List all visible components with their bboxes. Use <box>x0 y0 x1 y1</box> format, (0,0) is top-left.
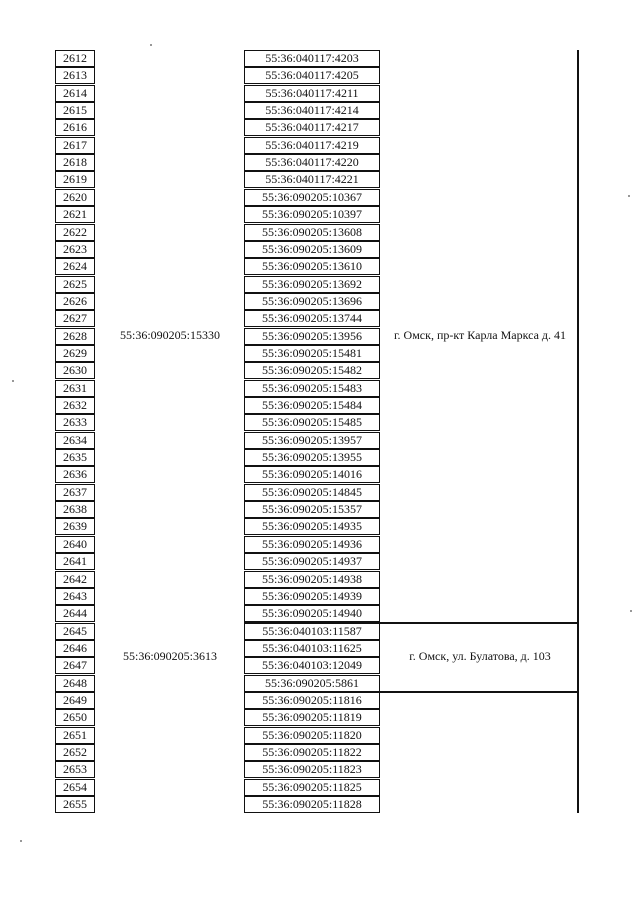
cadastral-number-cell: 55:36:090205:13957 <box>244 432 380 449</box>
cadastral-number-cell: 55:36:090205:14936 <box>244 536 380 553</box>
row-number-cell: 2627 <box>55 310 95 327</box>
row-number-cell: 2618 <box>55 154 95 171</box>
cadastral-number-cell: 55:36:090205:13610 <box>244 258 380 275</box>
row-number-cell: 2617 <box>55 137 95 154</box>
row-number-cell: 2648 <box>55 675 95 692</box>
row-number-cell: 2637 <box>55 484 95 501</box>
row-number-cell: 2646 <box>55 640 95 657</box>
cadastral-number-cell: 55:36:090205:11825 <box>244 779 380 796</box>
row-number-cell: 2643 <box>55 588 95 605</box>
parcel-address: г. Омск, ул. Булатова, д. 103 <box>409 649 551 664</box>
cadastral-number-cell: 55:36:090205:11828 <box>244 796 380 813</box>
cadastral-number-cell: 55:36:040103:11625 <box>244 640 380 657</box>
row-number-cell: 2624 <box>55 258 95 275</box>
scan-speck <box>628 195 630 197</box>
cadastral-number-cell: 55:36:090205:11819 <box>244 709 380 726</box>
scan-speck <box>630 610 632 612</box>
row-number-cell: 2644 <box>55 605 95 622</box>
group-divider <box>244 691 579 693</box>
row-number-cell: 2641 <box>55 553 95 570</box>
row-number-cell: 2651 <box>55 727 95 744</box>
row-number-cell: 2630 <box>55 362 95 379</box>
cadastral-number-cell: 55:36:090205:14939 <box>244 588 380 605</box>
cadastral-number-cell: 55:36:090205:11823 <box>244 761 380 778</box>
cadastral-number-cell: 55:36:090205:14937 <box>244 553 380 570</box>
cadastral-number-cell: 55:36:040103:11587 <box>244 623 380 640</box>
row-number-cell: 2620 <box>55 189 95 206</box>
row-number-cell: 2640 <box>55 536 95 553</box>
cadastral-number-cell: 55:36:090205:11816 <box>244 692 380 709</box>
row-number-cell: 2613 <box>55 67 95 84</box>
cadastral-number-cell: 55:36:090205:14940 <box>244 605 380 622</box>
row-number-cell: 2621 <box>55 206 95 223</box>
row-number-cell: 2616 <box>55 119 95 136</box>
cadastral-number-cell: 55:36:040103:12049 <box>244 657 380 674</box>
cadastral-number-cell: 55:36:090205:13609 <box>244 241 380 258</box>
row-number-cell: 2652 <box>55 744 95 761</box>
cadastral-number-cell: 55:36:090205:14845 <box>244 484 380 501</box>
cadastral-number-cell: 55:36:040117:4214 <box>244 102 380 119</box>
row-number-cell: 2655 <box>55 796 95 813</box>
parcel-number: 55:36:090205:3613 <box>122 649 217 664</box>
cadastral-number-cell: 55:36:090205:13692 <box>244 276 380 293</box>
cadastral-number-cell: 55:36:090205:15481 <box>244 345 380 362</box>
row-number-cell: 2654 <box>55 779 95 796</box>
cadastral-number-cell: 55:36:090205:13955 <box>244 449 380 466</box>
row-number-cell: 2647 <box>55 657 95 674</box>
row-number-cell: 2642 <box>55 571 95 588</box>
row-number-cell: 2619 <box>55 171 95 188</box>
row-number-cell: 2649 <box>55 692 95 709</box>
cadastral-number-cell: 55:36:090205:15357 <box>244 501 380 518</box>
row-number-cell: 2623 <box>55 241 95 258</box>
row-number-cell: 2645 <box>55 623 95 640</box>
cadastral-number-cell: 55:36:040117:4205 <box>244 67 380 84</box>
scan-speck <box>150 44 152 46</box>
row-number-cell: 2615 <box>55 102 95 119</box>
cadastral-number-cell: 55:36:090205:13608 <box>244 224 380 241</box>
row-number-cell: 2632 <box>55 397 95 414</box>
table-right-border <box>577 50 579 813</box>
parcel-number: 55:36:090205:15330 <box>119 328 220 343</box>
row-number-cell: 2614 <box>55 85 95 102</box>
cadastral-number-cell: 55:36:090205:14016 <box>244 466 380 483</box>
cadastral-number-cell: 55:36:090205:15483 <box>244 380 380 397</box>
cadastral-number-cell: 55:36:090205:10367 <box>244 189 380 206</box>
parcel-address: г. Омск, пр-кт Карла Маркса д. 41 <box>393 328 567 343</box>
row-number-cell: 2626 <box>55 293 95 310</box>
row-number-cell: 2633 <box>55 414 95 431</box>
row-number-cell: 2612 <box>55 50 95 67</box>
row-number-cell: 2636 <box>55 466 95 483</box>
cadastral-number-cell: 55:36:090205:14938 <box>244 571 380 588</box>
row-number-cell: 2639 <box>55 518 95 535</box>
cadastral-number-cell: 55:36:090205:15485 <box>244 414 380 431</box>
row-number-cell: 2653 <box>55 761 95 778</box>
scan-speck <box>20 840 22 842</box>
cadastral-number-cell: 55:36:090205:10397 <box>244 206 380 223</box>
group-divider <box>244 622 579 624</box>
row-number-cell: 2628 <box>55 328 95 345</box>
row-number-cell: 2638 <box>55 501 95 518</box>
cadastral-number-cell: 55:36:090205:15482 <box>244 362 380 379</box>
cadastral-number-cell: 55:36:040117:4211 <box>244 85 380 102</box>
scan-speck <box>12 380 14 382</box>
cadastral-number-cell: 55:36:090205:5861 <box>244 675 380 692</box>
row-number-cell: 2650 <box>55 709 95 726</box>
cadastral-number-cell: 55:36:090205:14935 <box>244 518 380 535</box>
cadastral-number-cell: 55:36:090205:13744 <box>244 310 380 327</box>
cadastral-number-cell: 55:36:040117:4220 <box>244 154 380 171</box>
cadastral-number-cell: 55:36:090205:15484 <box>244 397 380 414</box>
row-number-cell: 2625 <box>55 276 95 293</box>
cadastral-number-cell: 55:36:040117:4219 <box>244 137 380 154</box>
cadastral-number-cell: 55:36:040117:4221 <box>244 171 380 188</box>
cadastral-number-cell: 55:36:090205:13956 <box>244 328 380 345</box>
row-number-cell: 2629 <box>55 345 95 362</box>
row-number-cell: 2635 <box>55 449 95 466</box>
row-number-cell: 2631 <box>55 380 95 397</box>
cadastral-number-cell: 55:36:090205:11822 <box>244 744 380 761</box>
cadastral-number-cell: 55:36:090205:11820 <box>244 727 380 744</box>
cadastral-number-cell: 55:36:090205:13696 <box>244 293 380 310</box>
row-number-cell: 2622 <box>55 224 95 241</box>
cadastral-number-cell: 55:36:040117:4203 <box>244 50 380 67</box>
row-number-cell: 2634 <box>55 432 95 449</box>
cadastral-number-cell: 55:36:040117:4217 <box>244 119 380 136</box>
